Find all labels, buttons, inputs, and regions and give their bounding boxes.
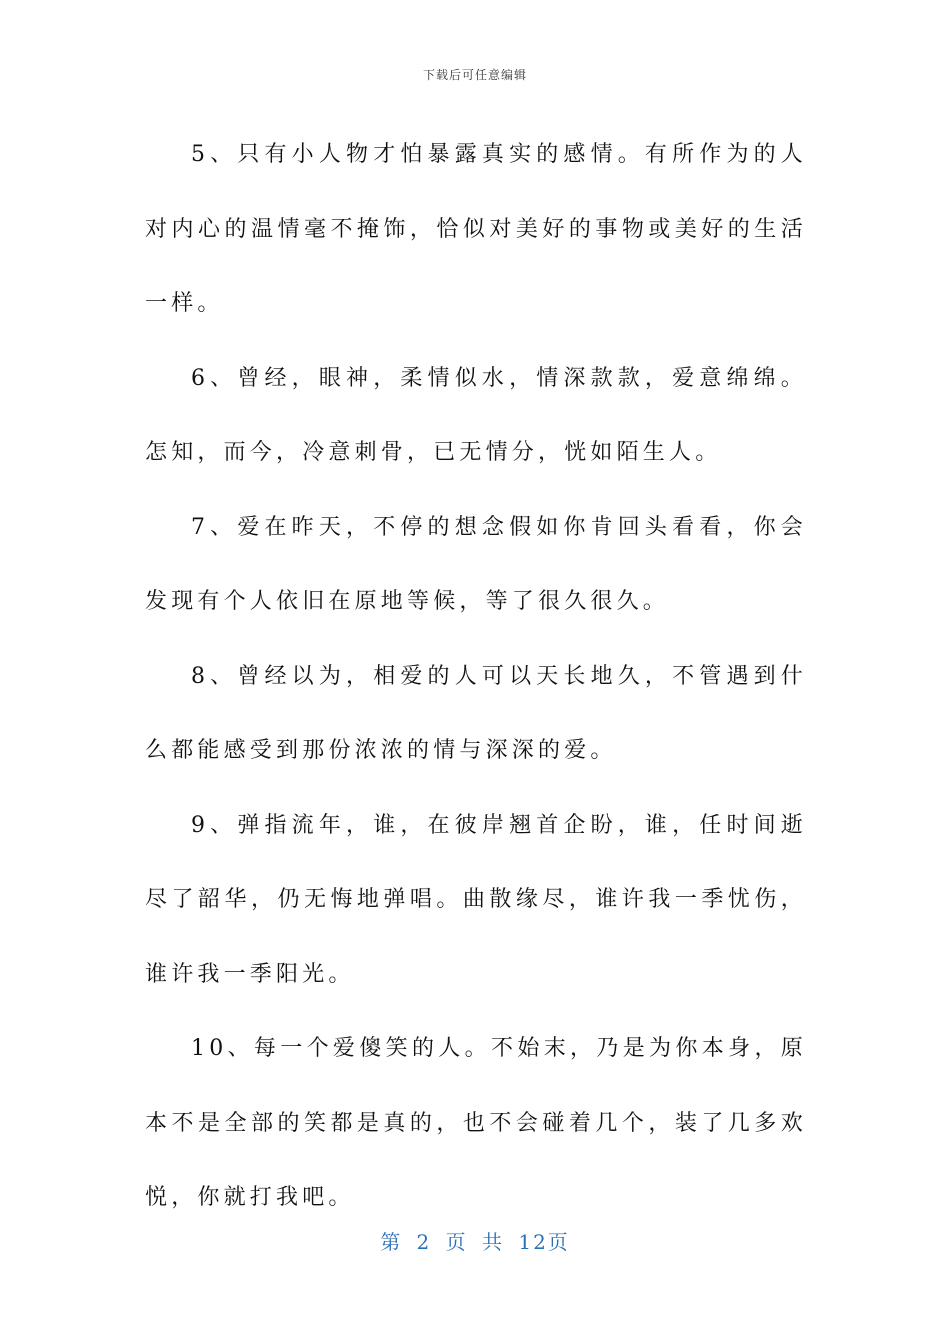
paragraph-8: 8、曾经以为，相爱的人可以天长地久，不管遇到什么都能感受到那份浓浓的情与深深的爱。 <box>145 663 807 763</box>
paragraph-9: 9、弹指流年，谁，在彼岸翘首企盼，谁，任时间逝尽了韶华，仍无悔地弹唱。曲散缘尽，谁许我一季忧伤，谁许我一季阳光。 <box>145 812 807 987</box>
document-body <box>145 118 807 1236</box>
paragraph-10: 10、每一个爱傻笑的人。不始末，乃是为你本身，原本不是全部的笑都是真的，也不会碰着几个，装了几多欢悦，你就打我吧。 <box>145 1036 807 1210</box>
paragraph-6: 6、曾经，眼神，柔情似水，情深款款，爱意绵绵。怎知，而今，冷意刺骨，已无情分，恍如陌生人。 <box>145 365 807 465</box>
paragraph-7: 7、爱在昨天，不停的想念假如你肯回头看看，你会发现有个人依旧在原地等候，等了很久很久。 <box>145 514 807 614</box>
paragraph-5: 5、只有小人物才怕暴露真实的感情。有所作为的人对内心的温情毫不掩饰，恰似对美好的事物或美好的生活一样。 <box>145 142 807 316</box>
page-number-footer: 第 2 页 共 12页 <box>380 1230 570 1254</box>
page-header-note: 下载后可任意编辑 <box>422 68 527 82</box>
